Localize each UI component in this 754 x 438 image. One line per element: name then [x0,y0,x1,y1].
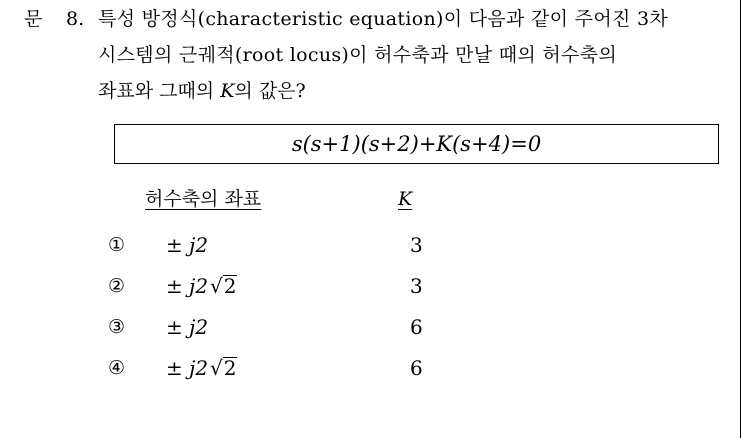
option-k-value: 3 [410,233,423,257]
question-text-line-3 [98,78,306,104]
option-coordinate [166,312,208,342]
clipped-next-line-fragment [98,429,718,438]
sqrt-radicand: 2 [223,356,237,380]
option-coordinate-value: ± j2 [166,233,209,257]
characteristic-equation: s(s+1)(s+2)+K(s+4)=0 [291,132,542,156]
header-imaginary-axis-coordinate: 허수축의 좌표 [145,188,262,210]
option-row-3[interactable] [0,312,740,342]
option-coordinate [166,353,237,383]
option-number: ③ [108,316,126,338]
option-row-2[interactable] [0,271,740,301]
header-k: K [398,188,413,210]
question-label: 문 [24,8,43,30]
sqrt-radicand: 2 [223,274,237,298]
sqrt-symbol: √2 [210,356,237,380]
option-row-1[interactable] [0,230,740,260]
equation-box [114,124,719,164]
question-text-line-3-post: 의 값은? [234,80,306,102]
option-k-value: 6 [410,356,423,380]
sqrt-symbol: √2 [210,274,237,298]
option-row-4[interactable] [0,353,740,383]
question-text-line-1: 특성 방정식(characteristic equation)이 다음과 같이 주어진 3차 [98,8,669,30]
option-k-value: 6 [410,315,423,339]
option-number: ① [108,234,126,256]
question-var-k: K [220,80,235,102]
option-number: ② [108,275,126,297]
option-coordinate-value: ± j2 [166,356,209,380]
question-text-line-3-pre: 좌표와 그때의 [98,80,221,102]
option-coordinate-value: ± j2 [166,315,209,339]
option-number: ④ [108,357,126,379]
question-text-line-2: 시스템의 근궤적(root locus)이 허수축과 만날 때의 허수축의 [98,44,617,66]
option-coordinate-value: ± j2 [166,274,209,298]
option-k-value: 3 [410,274,423,298]
option-coordinate [166,230,208,260]
question-number: 8. [66,8,85,30]
page-right-border [740,0,741,438]
option-coordinate [166,271,237,301]
